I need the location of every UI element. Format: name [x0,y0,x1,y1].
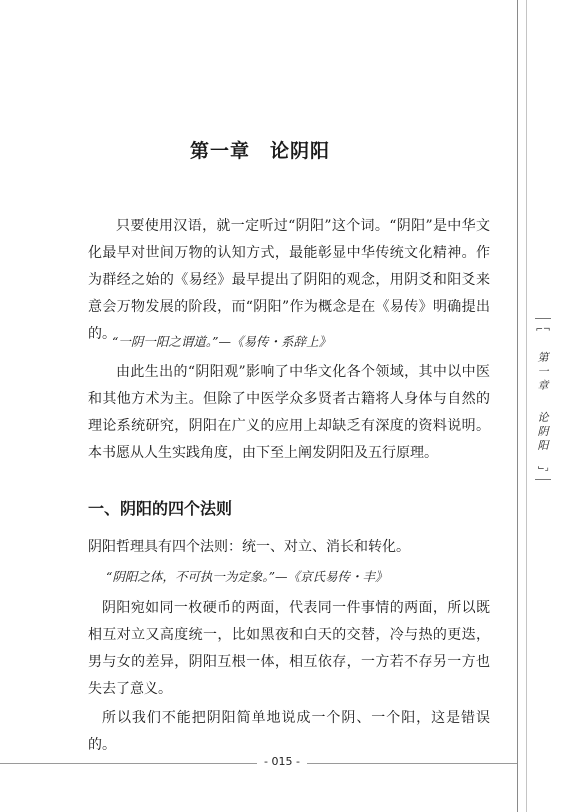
side-char: 章 [537,379,549,392]
paragraph-yinyang-view: 由此生出的“阴阳观”影响了中华文化各个领域，其中以中医和其他方术为主。但除了中医学众多贤者古籍将人身体与自然的理论系统研究，阴阳在广义的应用上却缺乏有深度的资料说明。本书愿从人生实践角度，由下至上阐发阴阳及五行原理。 [88,364,490,461]
side-char: 阳 [537,439,549,452]
section-heading: 一、阴阳的四个法则 [88,499,233,518]
ornament-icon: ⌐¬ [535,325,551,335]
paragraph-coin: 阴阳宛如同一枚硬币的两面，代表同一件事情的两面，所以既相互对立又高度统一，比如黑夜和白天的交替，冷与热的更迭，男与女的差异，阴阳互根一体，相互依存，一方若不存另一方也失去了意义。 [88,600,490,697]
paragraph-conclusion: 所以我们不能把阴阳简单地说成一个阴、一个阳，这是错误的。 [88,710,490,753]
side-char: 阴 [537,425,549,438]
side-char: 第 [537,351,549,364]
side-char: 一 [537,365,549,378]
side-chapter-tab [532,318,554,480]
ornament-icon: ⌙⌟ [537,463,549,473]
paragraph-four-laws: 阴阳哲理具有四个法则：统一、对立、消长和转化。 [88,539,410,555]
margin-rule-inner [526,0,527,812]
paragraph-intro: 只要使用汉语，就一定听过“阴阳”这个词。“阴阳”是中华文化最早对世间万物的认知方式，最能彰显中华传统文化精神。作为群经之始的《易经》最早提出了阴阳的观念，用阴爻和阳爻来意会万物发展的阶段，而“阴阳”作为概念是在《易传》明确提出的。 [88,218,490,342]
quote-yizhuan: “一阴一阳之谓道。”—《易传・系辞上》 [112,334,332,349]
side-char: 论 [537,411,549,424]
page-number: - 015 - [257,755,307,768]
chapter-title: 第一章 论阴阳 [189,140,330,162]
side-tab-top-rule [535,318,551,319]
margin-rule-outer [517,0,518,812]
side-tab-bottom-rule [535,479,551,480]
quote-jingshi: “阴阳之体，不可执一为定象。”—《京氏易传・丰》 [106,569,388,584]
